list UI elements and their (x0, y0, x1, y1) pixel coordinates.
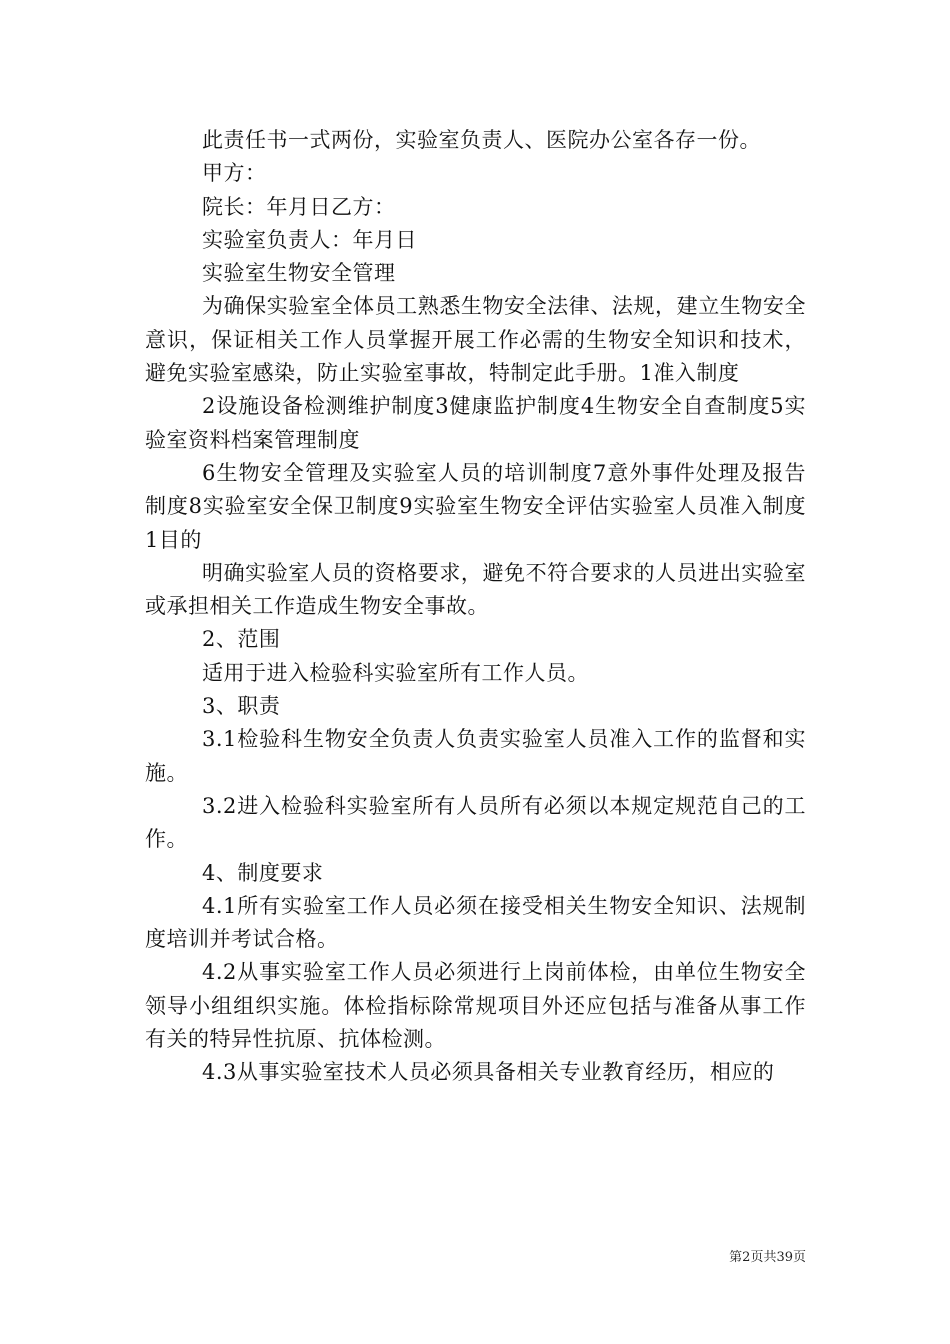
paragraph: 4.3从事实验室技术人员必须具备相关专业教育经历，相应的 (202, 1060, 775, 1085)
paragraph: 6生物安全管理及实验室人员的培训制度7意外事件处理及报告制度8实验室安全保卫制度9实验室生物安全评估实验室人员准入制度1目的 (145, 460, 806, 552)
section-heading: 实验室生物安全管理 (202, 261, 396, 286)
paragraph: 实验室负责人：年月日 (202, 227, 417, 252)
paragraph: 此责任书一式两份，实验室负责人、医院办公室各存一份。 (202, 128, 761, 152)
paragraph: 院长：年月日乙方： (202, 194, 396, 219)
paragraph: 4.2从事实验室工作人员必须进行上岗前体检，由单位生物安全领导小组组织实施。体检指标除常规项目外还应包括与准备从事工作有关的特异性抗原、抗体检测。 (145, 960, 806, 1052)
page-number: 第2页共39页 (729, 1250, 806, 1265)
paragraph: 3.1检验科生物安全负责人负责实验室人员准入工作的监督和实施。 (145, 727, 806, 785)
section-heading: 4、制度要求 (202, 860, 324, 885)
paragraph: 3.2进入检验科实验室所有人员所有必须以本规定规范自己的工作。 (145, 793, 806, 852)
document-body (145, 124, 806, 1090)
paragraph: 4.1所有实验室工作人员必须在接受相关生物安全知识、法规制度培训并考试合格。 (145, 893, 806, 952)
paragraph: 甲方： (202, 161, 267, 186)
paragraph: 适用于进入检验科实验室所有工作人员。 (202, 660, 589, 685)
section-heading: 3、职责 (202, 694, 281, 719)
paragraph: 2设施设备检测维护制度3健康监护制度4生物安全自查制度5实验室资料档案管理制度 (145, 394, 806, 452)
paragraph: 为确保实验室全体员工熟悉生物安全法律、法规，建立生物安全意识，保证相关工作人员掌握开展工作必需的生物安全知识和技术，避免实验室感染，防止实验室事故，特制定此手册。1准入制度 (145, 294, 806, 386)
paragraph: 明确实验室人员的资格要求，避免不符合要求的人员进出实验室或承担相关工作造成生物安全事故。 (145, 560, 806, 619)
section-heading: 2、范围 (202, 627, 281, 652)
